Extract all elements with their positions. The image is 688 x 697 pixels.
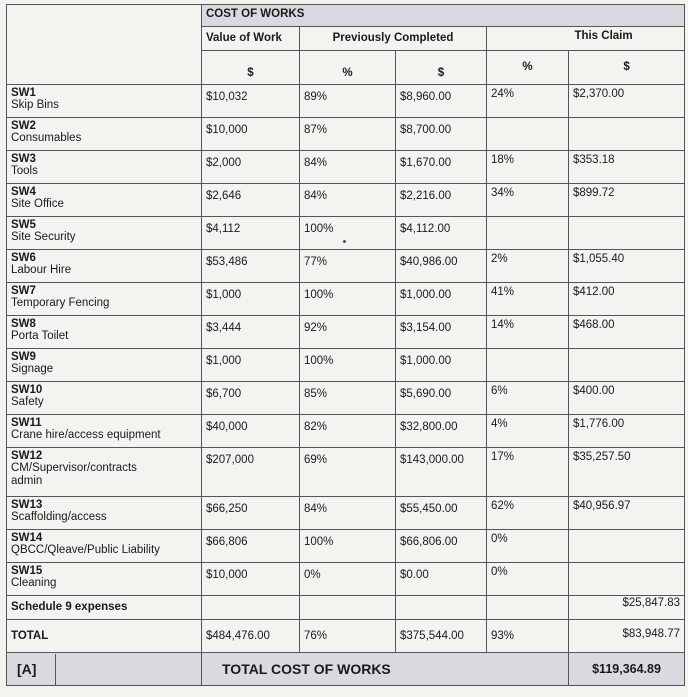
- value-of-work-cell: $2,000: [202, 151, 300, 184]
- work-item-label: [7, 382, 202, 415]
- value-of-work-cell: $1,000: [202, 349, 300, 382]
- claim-pct-cell: 4%: [487, 415, 569, 448]
- claim-amt-cell: $353.18: [569, 151, 685, 184]
- blank-corner-cell: [7, 5, 202, 85]
- work-item-code: SW5: [11, 219, 36, 231]
- claim-amt-cell: [569, 563, 685, 596]
- value-of-work-cell: $10,032: [202, 85, 300, 118]
- claim-pct-cell: 17%: [487, 448, 569, 497]
- prev-pct-cell: 87%: [300, 118, 396, 151]
- prev-amt-cell: $0.00: [396, 563, 487, 596]
- work-item-label: [7, 85, 202, 118]
- prev-pct-cell: 85%: [300, 382, 396, 415]
- total-claim-pct: 93%: [487, 620, 569, 653]
- work-item-label: [7, 283, 202, 316]
- claim-pct-cell: 41%: [487, 283, 569, 316]
- prev-pct-cell: 0%: [300, 563, 396, 596]
- cost-of-works-title: COST OF WORKS: [202, 5, 685, 27]
- total-label: TOTAL: [7, 620, 202, 653]
- work-item-label: [7, 151, 202, 184]
- table-row: [7, 151, 685, 184]
- work-item-code: SW8: [11, 318, 36, 330]
- work-item-description: Crane hire/access equipment: [11, 429, 161, 441]
- total-cost-of-works-amount: $119,364.89: [569, 653, 685, 686]
- prev-amt-unit-header: $: [396, 51, 487, 85]
- claim-amt-cell: $40,956.97: [569, 497, 685, 530]
- schedule9-prev-amt-cell: [396, 596, 487, 620]
- work-item-code: SW2: [11, 120, 36, 132]
- work-item-description: Porta Toilet: [11, 330, 69, 342]
- work-item-description: QBCC/Qleave/Public Liability: [11, 544, 160, 556]
- work-item-label: [7, 217, 202, 250]
- claim-amt-cell: [569, 118, 685, 151]
- prev-amt-cell: $66,806.00: [396, 530, 487, 563]
- total-prev-pct: 76%: [300, 620, 396, 653]
- claim-pct-unit-header: %: [487, 51, 569, 85]
- work-item-label: [7, 563, 202, 596]
- value-of-work-cell: $2,646: [202, 184, 300, 217]
- work-item-code: SW7: [11, 285, 36, 297]
- total-cost-of-works-label: TOTAL COST OF WORKS: [202, 653, 569, 686]
- claim-amt-cell: $1,776.00: [569, 415, 685, 448]
- table-row: [7, 563, 685, 596]
- prev-amt-cell: $3,154.00: [396, 316, 487, 349]
- work-item-code: SW4: [11, 186, 36, 198]
- claim-amt-cell: $35,257.50: [569, 448, 685, 497]
- work-item-description: Safety: [11, 396, 44, 408]
- work-item-label: [7, 530, 202, 563]
- prev-amt-cell: $2,216.00: [396, 184, 487, 217]
- claim-pct-cell: 14%: [487, 316, 569, 349]
- prev-pct-cell: 89%: [300, 85, 396, 118]
- claim-amt-cell: $1,055.40: [569, 250, 685, 283]
- value-unit-header: $: [202, 51, 300, 85]
- work-item-code: SW14: [11, 532, 43, 544]
- value-of-work-cell: $40,000: [202, 415, 300, 448]
- work-item-description: Labour Hire: [11, 264, 72, 276]
- prev-pct-cell: 77%: [300, 250, 396, 283]
- table-row: [7, 382, 685, 415]
- schedule9-row: [7, 596, 685, 620]
- prev-pct-cell: 84%: [300, 184, 396, 217]
- prev-amt-cell: $8,700.00: [396, 118, 487, 151]
- total-prev-amt: $375,544.00: [396, 620, 487, 653]
- claim-amt-unit-header: $: [569, 51, 685, 85]
- total-claim-amt: $83,948.77: [569, 620, 685, 653]
- work-item-code: SW13: [11, 499, 43, 511]
- claim-amt-cell: [569, 349, 685, 382]
- claim-amt-cell: $412.00: [569, 283, 685, 316]
- stray-ink-dot: [343, 240, 346, 243]
- claim-amt-cell: $2,370.00: [569, 85, 685, 118]
- work-item-label: [7, 448, 202, 497]
- work-item-label: [7, 184, 202, 217]
- prev-amt-cell: $5,690.00: [396, 382, 487, 415]
- table-row: [7, 283, 685, 316]
- work-item-code: SW9: [11, 351, 36, 363]
- schedule9-label: Schedule 9 expenses: [7, 596, 202, 620]
- work-item-label: [7, 349, 202, 382]
- claim-pct-cell: [487, 118, 569, 151]
- work-item-description: Consumables: [11, 132, 82, 144]
- prev-amt-cell: $1,670.00: [396, 151, 487, 184]
- table-row: [7, 415, 685, 448]
- value-of-work-cell: $10,000: [202, 563, 300, 596]
- work-item-code: SW3: [11, 153, 36, 165]
- work-item-description: Tools: [11, 165, 38, 177]
- prev-pct-unit-header: %: [300, 51, 396, 85]
- prev-pct-cell: 84%: [300, 497, 396, 530]
- value-of-work-cell: $66,250: [202, 497, 300, 530]
- work-item-description: Site Security: [11, 231, 76, 243]
- table-row: [7, 217, 685, 250]
- claim-pct-cell: 0%: [487, 530, 569, 563]
- schedule9-prev-pct-cell: [300, 596, 396, 620]
- total-value: $484,476.00: [202, 620, 300, 653]
- previously-completed-header: Previously Completed: [300, 27, 487, 51]
- value-of-work-cell: $3,444: [202, 316, 300, 349]
- table-row: [7, 530, 685, 563]
- work-item-description: Site Office: [11, 198, 64, 210]
- prev-amt-cell: $1,000.00: [396, 283, 487, 316]
- schedule9-value-cell: [202, 596, 300, 620]
- prev-amt-cell: $32,800.00: [396, 415, 487, 448]
- prev-pct-cell: 100%: [300, 530, 396, 563]
- schedule9-claim-pct-cell: [487, 596, 569, 620]
- work-item-code: SW15: [11, 565, 43, 577]
- table-row: [7, 85, 685, 118]
- prev-amt-cell: $40,986.00: [396, 250, 487, 283]
- value-of-work-cell: $10,000: [202, 118, 300, 151]
- claim-pct-cell: 2%: [487, 250, 569, 283]
- table-row: [7, 118, 685, 151]
- value-of-work-cell: $66,806: [202, 530, 300, 563]
- work-item-code: SW6: [11, 252, 36, 264]
- schedule9-claim-amt: $25,847.83: [569, 596, 685, 620]
- work-item-label: [7, 497, 202, 530]
- cost-of-works-table: [6, 4, 685, 686]
- table-row: [7, 497, 685, 530]
- claim-pct-cell: [487, 349, 569, 382]
- claim-amt-cell: $899.72: [569, 184, 685, 217]
- prev-pct-cell: 92%: [300, 316, 396, 349]
- value-of-work-cell: $4,112: [202, 217, 300, 250]
- value-of-work-cell: $6,700: [202, 382, 300, 415]
- work-item-description: Cleaning: [11, 577, 57, 589]
- claim-amt-cell: [569, 217, 685, 250]
- claim-amt-cell: [569, 530, 685, 563]
- value-of-work-cell: $207,000: [202, 448, 300, 497]
- prev-amt-cell: $1,000.00: [396, 349, 487, 382]
- value-of-work-cell: $53,486: [202, 250, 300, 283]
- work-item-label: [7, 316, 202, 349]
- claim-pct-cell: [487, 217, 569, 250]
- work-item-code: SW11: [11, 417, 42, 429]
- work-item-code: SW1: [11, 87, 36, 99]
- prev-amt-cell: $55,450.00: [396, 497, 487, 530]
- work-item-description: Temporary Fencing: [11, 297, 110, 309]
- work-item-description: Scaffolding/access: [11, 511, 107, 523]
- work-item-code: SW10: [11, 384, 43, 396]
- claim-pct-cell: 34%: [487, 184, 569, 217]
- prev-pct-cell: 100%: [300, 283, 396, 316]
- claim-amt-cell: $400.00: [569, 382, 685, 415]
- work-item-label: [7, 250, 202, 283]
- claim-amt-cell: $468.00: [569, 316, 685, 349]
- claim-pct-cell: 62%: [487, 497, 569, 530]
- table-row: [7, 184, 685, 217]
- table-row: [7, 250, 685, 283]
- claim-pct-cell: 0%: [487, 563, 569, 596]
- table-row: [7, 316, 685, 349]
- prev-pct-cell: 84%: [300, 151, 396, 184]
- footer-ref: [A]: [7, 654, 56, 685]
- prev-amt-cell: $4,112.00: [396, 217, 487, 250]
- prev-amt-cell: $8,960.00: [396, 85, 487, 118]
- table-row: [7, 448, 685, 497]
- table-row: [7, 349, 685, 382]
- value-of-work-header: Value of Work: [202, 27, 300, 51]
- claim-pct-cell: 18%: [487, 151, 569, 184]
- total-cost-footer-row: [7, 653, 685, 686]
- this-claim-header: This Claim: [487, 27, 685, 51]
- prev-pct-cell: 69%: [300, 448, 396, 497]
- work-item-description-cont: admin: [11, 474, 43, 487]
- work-item-code: SW12: [11, 450, 43, 462]
- work-item-label: [7, 415, 202, 448]
- claim-pct-cell: 24%: [487, 85, 569, 118]
- work-item-description: Skip Bins: [11, 99, 59, 111]
- prev-pct-cell: 100%: [300, 217, 396, 250]
- work-item-description: CM/Supervisor/contracts: [11, 462, 137, 474]
- prev-pct-cell: 82%: [300, 415, 396, 448]
- footer-label-cell: [7, 653, 202, 686]
- prev-amt-cell: $143,000.00: [396, 448, 487, 497]
- work-item-description: Signage: [11, 363, 54, 375]
- claim-pct-cell: 6%: [487, 382, 569, 415]
- prev-pct-cell: 100%: [300, 349, 396, 382]
- work-item-label: [7, 118, 202, 151]
- value-of-work-cell: $1,000: [202, 283, 300, 316]
- total-row: [7, 620, 685, 653]
